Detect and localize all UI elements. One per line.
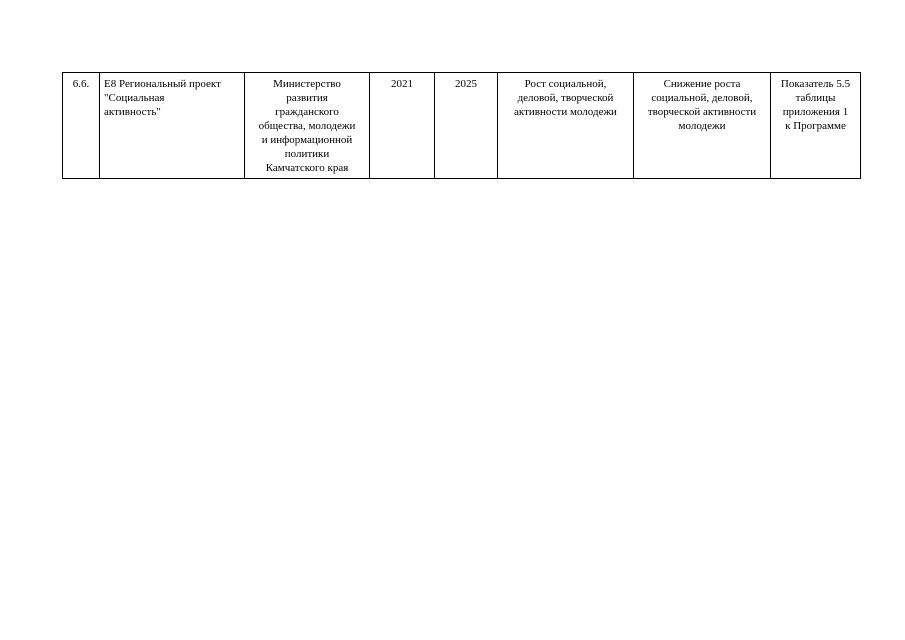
responsible-executor: Министерство развития гражданского общества, молодежи и информационной политики Камчатского края bbox=[258, 78, 356, 174]
indicator-link: Показатель 5.5 таблицы приложения 1 к Программе bbox=[780, 78, 851, 132]
row-number-cell bbox=[63, 73, 100, 179]
document-table bbox=[62, 72, 861, 179]
consequence-cell bbox=[634, 73, 771, 179]
project-name-cell bbox=[100, 73, 245, 179]
consequence: Снижение роста социальной, деловой, творческой активности молодежи bbox=[647, 78, 757, 132]
expected-result-cell bbox=[498, 73, 634, 179]
table-row bbox=[63, 73, 861, 179]
indicator-link-cell bbox=[771, 73, 861, 179]
project-name: Е8 Региональный проект "Социальная активность" bbox=[104, 78, 221, 118]
start-year-cell bbox=[370, 73, 435, 179]
expected-result: Рост социальной, деловой, творческой активности молодежи bbox=[514, 78, 617, 118]
responsible-executor-cell bbox=[245, 73, 370, 179]
row-number: 6.6. bbox=[72, 78, 90, 90]
end-year-cell bbox=[435, 73, 498, 179]
start-year: 2021 bbox=[391, 78, 413, 90]
end-year: 2025 bbox=[455, 78, 477, 90]
